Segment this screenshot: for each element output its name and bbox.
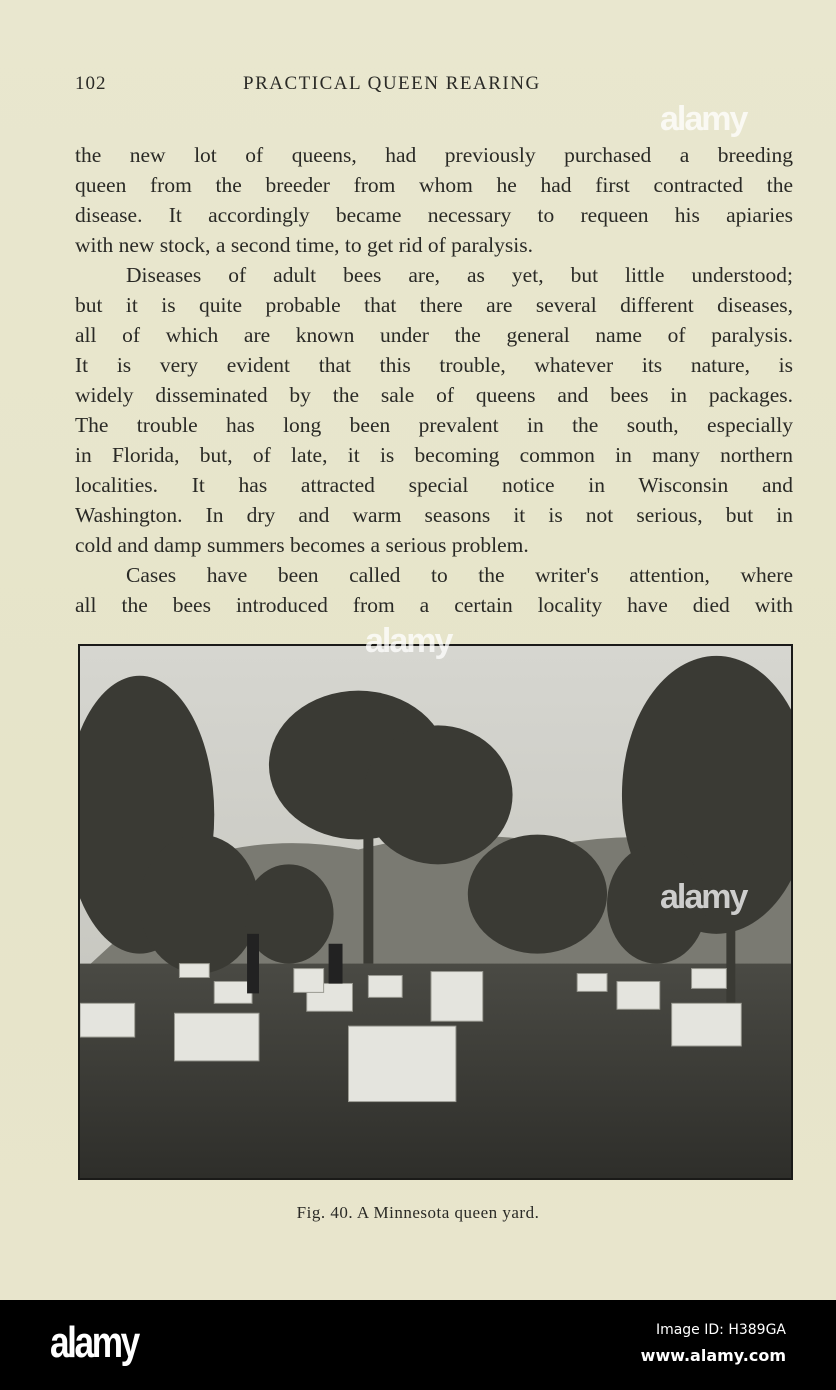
stock-watermark-bar xyxy=(0,1300,836,1390)
figure-caption: Fig. 40. A Minnesota queen yard. xyxy=(296,1203,540,1222)
text-line: localities. It has attracted special notice in Wisconsin and xyxy=(75,473,793,497)
text-line: queen from the breeder from whom he had first contracted the xyxy=(75,173,793,197)
text-line: widely disseminated by the sale of queens and bees in packages. xyxy=(75,383,793,407)
page-number: 102 xyxy=(75,73,107,94)
text-line: cold and damp summers becomes a serious problem. xyxy=(75,533,529,557)
image-id: Image ID: H389GA xyxy=(655,1322,786,1338)
text-line: in Florida, but, of late, it is becoming common in many northern xyxy=(75,443,793,467)
site-link[interactable]: www.alamy.com xyxy=(640,1346,786,1365)
text-line: but it is quite probable that there are several different diseases, xyxy=(75,293,793,317)
watermark-logo: alamy xyxy=(365,622,452,660)
text-line: The trouble has long been prevalent in the south, especially xyxy=(75,413,793,437)
running-header xyxy=(75,73,793,103)
text-line: disease. It accordingly became necessary to requeen his apiaries xyxy=(75,203,793,227)
watermark-logo: alamy xyxy=(660,878,747,916)
text-line: all of which are known under the general name of paralysis. xyxy=(75,323,793,347)
text-line: It is very evident that this trouble, whatever its nature, is xyxy=(75,353,793,377)
alamy-logo: alamy xyxy=(50,1318,138,1367)
running-title: PRACTICAL QUEEN REARING xyxy=(243,73,541,94)
text-line: all the bees introduced from a certain locality have died with xyxy=(75,593,793,617)
text-line: Washington. In dry and warm seasons it is not serious, but in xyxy=(75,503,793,527)
text-line: Cases have been called to the writer's attention, where xyxy=(126,563,793,587)
watermark-logo: alamy xyxy=(660,100,747,138)
text-line: the new lot of queens, had previously purchased a breeding xyxy=(75,143,793,167)
text-line: Diseases of adult bees are, as yet, but little understood; xyxy=(126,263,793,287)
text-line: with new stock, a second time, to get rid of paralysis. xyxy=(75,233,533,257)
